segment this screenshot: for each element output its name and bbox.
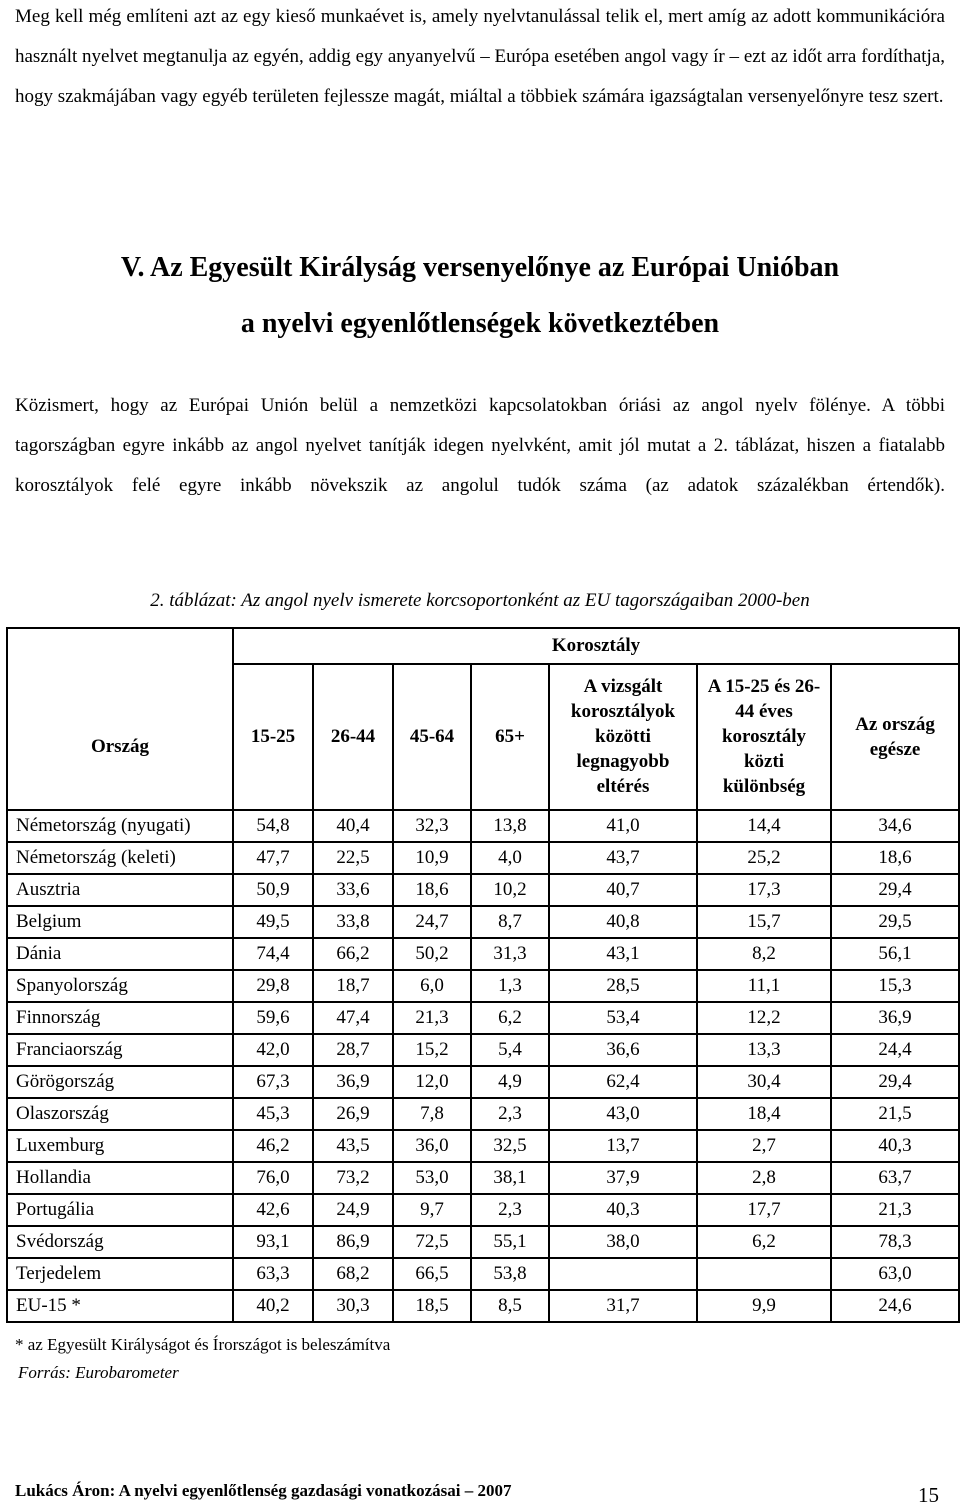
table-cell-value: 37,9: [549, 1162, 697, 1194]
table-cell-value: [549, 1258, 697, 1290]
table-cell-value: 12,2: [697, 1002, 831, 1034]
section-heading-line2: a nyelvi egyenlőtlenségek következtében: [240, 308, 720, 339]
table-cell-value: 50,9: [233, 874, 313, 906]
table-cell-value: [697, 1258, 831, 1290]
language-knowledge-table: [6, 627, 960, 1323]
table-cell-value: 26,9: [313, 1098, 393, 1130]
table-cell-value: 14,4: [697, 810, 831, 842]
table-cell-value: 18,7: [313, 970, 393, 1002]
table-cell-value: 73,2: [313, 1162, 393, 1194]
table-cell-value: 38,0: [549, 1226, 697, 1258]
table-cell-value: 9,9: [697, 1290, 831, 1322]
table-cell-value: 21,3: [831, 1194, 959, 1226]
table-cell-value: 43,0: [549, 1098, 697, 1130]
table-cell-value: 45,3: [233, 1098, 313, 1130]
intro-paragraph: Meg kell még említeni azt az egy kieső munkaévet is, amely nyelvtanulással telik el, mert amíg az adott kommunikációra használt nyelvet megtanulja az egyén, addig egy anyanyelvű – Európa esetében angol vagy ír – ezt az időt arra fordíthatja, hogy szakmájában vagy egyéb területen fejlessze magát, miáltal a többiek számára igazságtalan versenyelőnyre tesz szert.: [15, 6, 945, 107]
table-cell-value: 40,3: [549, 1194, 697, 1226]
header-26-44: 26-44: [313, 664, 393, 811]
table-cell-value: 47,4: [313, 1002, 393, 1034]
table-cell-value: 29,4: [831, 874, 959, 906]
table-body: [7, 810, 959, 1322]
table-cell-value: 40,4: [313, 810, 393, 842]
table-cell-value: 18,5: [393, 1290, 471, 1322]
table-cell-value: 63,3: [233, 1258, 313, 1290]
table-cell-value: 15,3: [831, 970, 959, 1002]
table-cell-value: 41,0: [549, 810, 697, 842]
table-cell-value: 50,2: [393, 938, 471, 970]
table-cell-value: 72,5: [393, 1226, 471, 1258]
table-cell-value: 24,9: [313, 1194, 393, 1226]
table-cell-value: 33,8: [313, 906, 393, 938]
header-country-total: Az ország egésze: [831, 664, 959, 811]
table-cell-value: 36,9: [831, 1002, 959, 1034]
table-cell-value: 43,7: [549, 842, 697, 874]
table-cell-value: 33,6: [313, 874, 393, 906]
table-cell-value: 53,8: [471, 1258, 549, 1290]
table-cell-value: 9,7: [393, 1194, 471, 1226]
table-cell-country: Olaszország: [7, 1098, 233, 1130]
table-cell-value: 43,5: [313, 1130, 393, 1162]
table-cell-value: 86,9: [313, 1226, 393, 1258]
table-cell-value: 24,4: [831, 1034, 959, 1066]
table-cell-value: 30,3: [313, 1290, 393, 1322]
header-45-64: 45-64: [393, 664, 471, 811]
table-cell-value: 36,6: [549, 1034, 697, 1066]
table-cell-country: Svédország: [7, 1226, 233, 1258]
table-cell-value: 22,5: [313, 842, 393, 874]
table-cell-value: 76,0: [233, 1162, 313, 1194]
table-cell-value: 32,5: [471, 1130, 549, 1162]
table-cell-value: 10,2: [471, 874, 549, 906]
table-cell-value: 2,3: [471, 1098, 549, 1130]
table-cell-country: Németország (nyugati): [7, 810, 233, 842]
table-cell-value: 24,7: [393, 906, 471, 938]
body-paragraph: Közismert, hogy az Európai Unión belül a nemzetközi kapcsolatokban óriási az angol nyelv fölénye. A többi tagországban egyre inkább az angol nyelvet tanítják idegen nyelvként, amit jól mutat a 2. táblázat, hiszen a fiatalabb korosztályok felé egyre inkább növekszik az angolul tudók száma (az adatok százalékban értendők).: [15, 395, 945, 496]
table-cell-value: 40,2: [233, 1290, 313, 1322]
table-row: [7, 1290, 959, 1322]
table-cell-value: 29,8: [233, 970, 313, 1002]
section-heading-line1: V. Az Egyesült Királyság versenyelőnye az Európai Unióban: [120, 252, 840, 283]
table-cell-value: 46,2: [233, 1130, 313, 1162]
table-cell-value: 42,0: [233, 1034, 313, 1066]
table-cell-value: 31,7: [549, 1290, 697, 1322]
table-cell-value: 78,3: [831, 1226, 959, 1258]
table-cell-country: Dánia: [7, 938, 233, 970]
table-cell-value: 13,7: [549, 1130, 697, 1162]
table-cell-value: 2,7: [697, 1130, 831, 1162]
table-cell-country: Terjedelem: [7, 1258, 233, 1290]
table-cell-value: 12,0: [393, 1066, 471, 1098]
table-cell-value: 36,9: [313, 1066, 393, 1098]
table-cell-value: 1,3: [471, 970, 549, 1002]
table-cell-value: 55,1: [471, 1226, 549, 1258]
table-cell-country: Belgium: [7, 906, 233, 938]
table-cell-value: 18,4: [697, 1098, 831, 1130]
table-row: [7, 1130, 959, 1162]
table-cell-value: 74,4: [233, 938, 313, 970]
table-cell-value: 93,1: [233, 1226, 313, 1258]
table-row: [7, 842, 959, 874]
table-cell-value: 4,0: [471, 842, 549, 874]
page-number: 15: [918, 1483, 939, 1507]
table-cell-value: 36,0: [393, 1130, 471, 1162]
table-cell-value: 63,0: [831, 1258, 959, 1290]
header-65-plus: 65+: [471, 664, 549, 811]
table-cell-country: Görögország: [7, 1066, 233, 1098]
table-cell-country: Luxemburg: [7, 1130, 233, 1162]
table-cell-value: 67,3: [233, 1066, 313, 1098]
table-cell-value: 6,2: [471, 1002, 549, 1034]
table-cell-value: 32,3: [393, 810, 471, 842]
table-row: [7, 970, 959, 1002]
table-cell-value: 29,4: [831, 1066, 959, 1098]
table-cell-value: 18,6: [831, 842, 959, 874]
table-row: [7, 1034, 959, 1066]
table-cell-country: EU-15 *: [7, 1290, 233, 1322]
table-cell-value: 28,7: [313, 1034, 393, 1066]
table-cell-country: Portugália: [7, 1194, 233, 1226]
table-cell-value: 21,3: [393, 1002, 471, 1034]
table-cell-value: 62,4: [549, 1066, 697, 1098]
table-cell-value: 40,8: [549, 906, 697, 938]
table-cell-value: 34,6: [831, 810, 959, 842]
table-cell-value: 17,3: [697, 874, 831, 906]
table-row: [7, 1258, 959, 1290]
table-cell-value: 11,1: [697, 970, 831, 1002]
table-cell-value: 8,7: [471, 906, 549, 938]
table-cell-value: 6,2: [697, 1226, 831, 1258]
table-row: [7, 810, 959, 842]
table-caption: 2. táblázat: Az angol nyelv ismerete korcsoportonként az EU tagországaiban 2000-ben: [150, 590, 810, 611]
table-cell-country: Finnország: [7, 1002, 233, 1034]
header-15-25: 15-25: [233, 664, 313, 811]
table-cell-country: Spanyolország: [7, 970, 233, 1002]
table-cell-value: 40,3: [831, 1130, 959, 1162]
table-cell-value: 24,6: [831, 1290, 959, 1322]
table-cell-value: 15,7: [697, 906, 831, 938]
table-row: [7, 906, 959, 938]
header-max-difference: A vizsgált korosztályok közötti legnagyobb eltérés: [549, 664, 697, 811]
table-row: [7, 1226, 959, 1258]
table-cell-value: 31,3: [471, 938, 549, 970]
table-cell-value: 17,7: [697, 1194, 831, 1226]
table-cell-value: 6,0: [393, 970, 471, 1002]
table-cell-value: 49,5: [233, 906, 313, 938]
table-row: [7, 1162, 959, 1194]
table-cell-value: 13,3: [697, 1034, 831, 1066]
table-cell-value: 28,5: [549, 970, 697, 1002]
table-cell-value: 18,6: [393, 874, 471, 906]
table-row: [7, 1194, 959, 1226]
table-cell-value: 59,6: [233, 1002, 313, 1034]
table-cell-value: 47,7: [233, 842, 313, 874]
table-cell-value: 38,1: [471, 1162, 549, 1194]
table-cell-value: 66,2: [313, 938, 393, 970]
table-row: [7, 874, 959, 906]
table-cell-value: 15,2: [393, 1034, 471, 1066]
header-country: Ország: [7, 628, 233, 810]
table-cell-value: 54,8: [233, 810, 313, 842]
header-age-group: Korosztály: [233, 628, 959, 664]
table-footnote: * az Egyesült Királyságot és Írországot is beleszámítva: [15, 1335, 391, 1354]
table-cell-value: 68,2: [313, 1258, 393, 1290]
table-cell-value: 10,9: [393, 842, 471, 874]
table-row: [7, 938, 959, 970]
table-cell-value: 40,7: [549, 874, 697, 906]
table-cell-value: 2,8: [697, 1162, 831, 1194]
table-row: [7, 1002, 959, 1034]
table-row: [7, 1066, 959, 1098]
table-cell-country: Hollandia: [7, 1162, 233, 1194]
table-cell-value: 56,1: [831, 938, 959, 970]
table-cell-value: 5,4: [471, 1034, 549, 1066]
table-cell-value: 8,5: [471, 1290, 549, 1322]
table-cell-value: 2,3: [471, 1194, 549, 1226]
table-row: [7, 1098, 959, 1130]
table-cell-value: 30,4: [697, 1066, 831, 1098]
table-cell-value: 13,8: [471, 810, 549, 842]
table-cell-value: 43,1: [549, 938, 697, 970]
table-cell-value: 63,7: [831, 1162, 959, 1194]
table-source: Forrás: Eurobarometer: [18, 1363, 179, 1382]
table-cell-value: 25,2: [697, 842, 831, 874]
footer-title: Lukács Áron: A nyelvi egyenlőtlenség gazdasági vonatkozásai – 2007: [15, 1481, 512, 1500]
table-cell-value: 7,8: [393, 1098, 471, 1130]
table-cell-value: 53,0: [393, 1162, 471, 1194]
table-cell-country: Franciaország: [7, 1034, 233, 1066]
header-young-difference: A 15-25 és 26-44 éves korosztály közti különbség: [697, 664, 831, 811]
table-cell-value: 21,5: [831, 1098, 959, 1130]
table-cell-country: Ausztria: [7, 874, 233, 906]
table-cell-value: 53,4: [549, 1002, 697, 1034]
table-cell-value: 29,5: [831, 906, 959, 938]
table-cell-value: 4,9: [471, 1066, 549, 1098]
table-cell-country: Németország (keleti): [7, 842, 233, 874]
table-cell-value: 66,5: [393, 1258, 471, 1290]
table-cell-value: 42,6: [233, 1194, 313, 1226]
table-cell-value: 8,2: [697, 938, 831, 970]
